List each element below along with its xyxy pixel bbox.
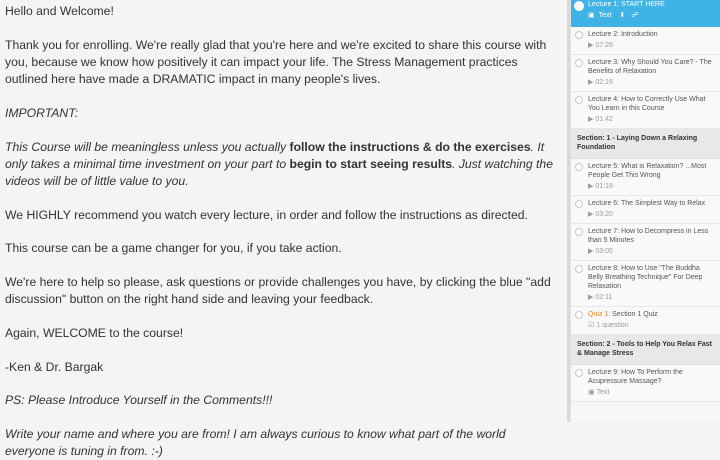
lecture-title: Lecture 4: How to Correctly Use What You Learn in this Course <box>588 96 706 112</box>
paragraph-help: We're here to help so please, ask questions or provide challenges you have, by clicking the blue "add discussion" button on the right hand side and leaving your feedback. <box>5 275 551 307</box>
progress-circle-icon <box>575 311 583 319</box>
lecture-meta: ▶ 01:42 <box>588 116 613 123</box>
lecture-meta: ▶ 03:20 <box>588 211 613 218</box>
lecture-meta: ▶ 07:26 <box>588 42 613 49</box>
progress-circle-icon <box>575 265 583 273</box>
play-icon: ▶ <box>588 248 594 255</box>
lecture-title: Lecture 6: The Simplest Way to Relax <box>588 200 706 207</box>
section-header: Section: 2 - Tools to Help You Relax Fast & Manage Stress <box>571 335 720 365</box>
play-icon: ▶ <box>588 183 594 190</box>
paragraph-instructions: This Course will be meaningless unless you actually follow the instructions & do the exercises. It only takes a minimal time investment on your part to begin to start seeing results. Just watching the videos will be of little value to you. <box>5 139 553 188</box>
sidebar-lecture-item[interactable] <box>571 224 720 261</box>
progress-circle-icon <box>574 1 584 11</box>
sidebar-lecture-item[interactable] <box>571 159 720 196</box>
section-header: Section: 1 - Laying Down a Relaxing Foundation <box>571 129 720 159</box>
progress-circle-icon <box>575 200 583 208</box>
sidebar-lecture-item[interactable] <box>571 196 720 224</box>
lecture-meta: ▣ Text <box>588 389 610 396</box>
lecture-meta: ▶ 02:11 <box>588 294 613 301</box>
lecture-title: Lecture 3: Why Should You Care? - The Benefits of Relaxation <box>588 59 712 75</box>
sidebar-lecture-item[interactable] <box>571 365 720 402</box>
curriculum-list <box>571 27 720 402</box>
progress-circle-icon <box>575 228 583 236</box>
play-icon: ▶ <box>588 294 594 301</box>
sidebar-quiz-item[interactable] <box>571 307 720 335</box>
sidebar-lecture-active[interactable] <box>571 0 720 27</box>
lecture-title: Lecture 2: Introduction <box>588 31 658 38</box>
progress-circle-icon <box>575 163 583 171</box>
ps-note: PS: Please Introduce Yourself in the Comments!!! <box>5 393 273 408</box>
lecture-meta: ▣ Text ⬇ ☍ <box>588 12 639 19</box>
sidebar-lecture-item[interactable] <box>571 55 720 92</box>
progress-circle-icon <box>575 31 583 39</box>
progress-circle-icon <box>575 369 583 377</box>
lecture-title: Lecture 8: How to Use "The Buddha Belly Breathing Technique" For Deep Relaxation <box>588 265 703 290</box>
paragraph-thanks: Thank you for enrolling. We're really glad that you're here and we're excited to share this course with you, because we know how positively it can impact your life. The Stress Management practices outlined here have made a DRAMATIC impact in many people's lives. <box>5 37 547 87</box>
lecture-title: Lecture 5: What is Relaxation? ...Most People Get This Wrong <box>588 163 707 179</box>
lecture-title: Lecture 1: START HERE <box>588 1 665 8</box>
progress-circle-icon <box>575 59 583 67</box>
download-icon[interactable]: ⬇ <box>619 12 626 19</box>
document-icon: ▣ <box>588 12 595 19</box>
quiz-label: Quiz 1: <box>588 311 611 318</box>
sidebar-lecture-item[interactable] <box>571 27 720 55</box>
play-icon: ▶ <box>588 211 594 218</box>
checkbox-icon: ☑ <box>588 322 595 329</box>
paragraph-welcome: Again, WELCOME to the course! <box>5 325 184 340</box>
comments-icon[interactable]: ☍ <box>631 12 639 19</box>
lecture-title: Lecture 7: How to Decompress in Less than 5 Minutes <box>588 228 709 244</box>
lecture-meta: ▶ 02:16 <box>588 79 613 86</box>
play-icon: ▶ <box>588 42 594 49</box>
lecture-meta: ☑ 1 question <box>588 322 629 329</box>
play-icon: ▶ <box>588 79 594 86</box>
paragraph-game-changer: This course can be a game changer for you, if you take action. <box>5 241 342 256</box>
sidebar-lecture-item[interactable] <box>571 92 720 129</box>
paragraph-introduce: Write your name and where you are from! I am always curious to know what part of the world everyone is tuning in from. :-) <box>5 427 506 459</box>
play-icon: ▶ <box>588 116 594 123</box>
lecture-title: Quiz 1: Section 1 Quiz <box>588 311 658 318</box>
greeting: Hello and Welcome! <box>5 4 114 18</box>
sidebar-lecture-item[interactable] <box>571 261 720 307</box>
paragraph-recommend: We HIGHLY recommend you watch every lecture, in order and follow the instructions as directed. <box>5 207 528 222</box>
lecture-title: Lecture 9: How To Perform the Acupressure Massage? <box>588 369 683 385</box>
lecture-meta: ▶ 03:05 <box>588 248 613 255</box>
progress-circle-icon <box>575 96 583 104</box>
document-icon: ▣ <box>588 389 595 396</box>
signature: -Ken & Dr. Bargak <box>5 359 104 374</box>
lecture-meta: ▶ 01:18 <box>588 183 613 190</box>
important-heading: IMPORTANT: <box>5 105 79 120</box>
curriculum-sidebar <box>570 0 720 422</box>
